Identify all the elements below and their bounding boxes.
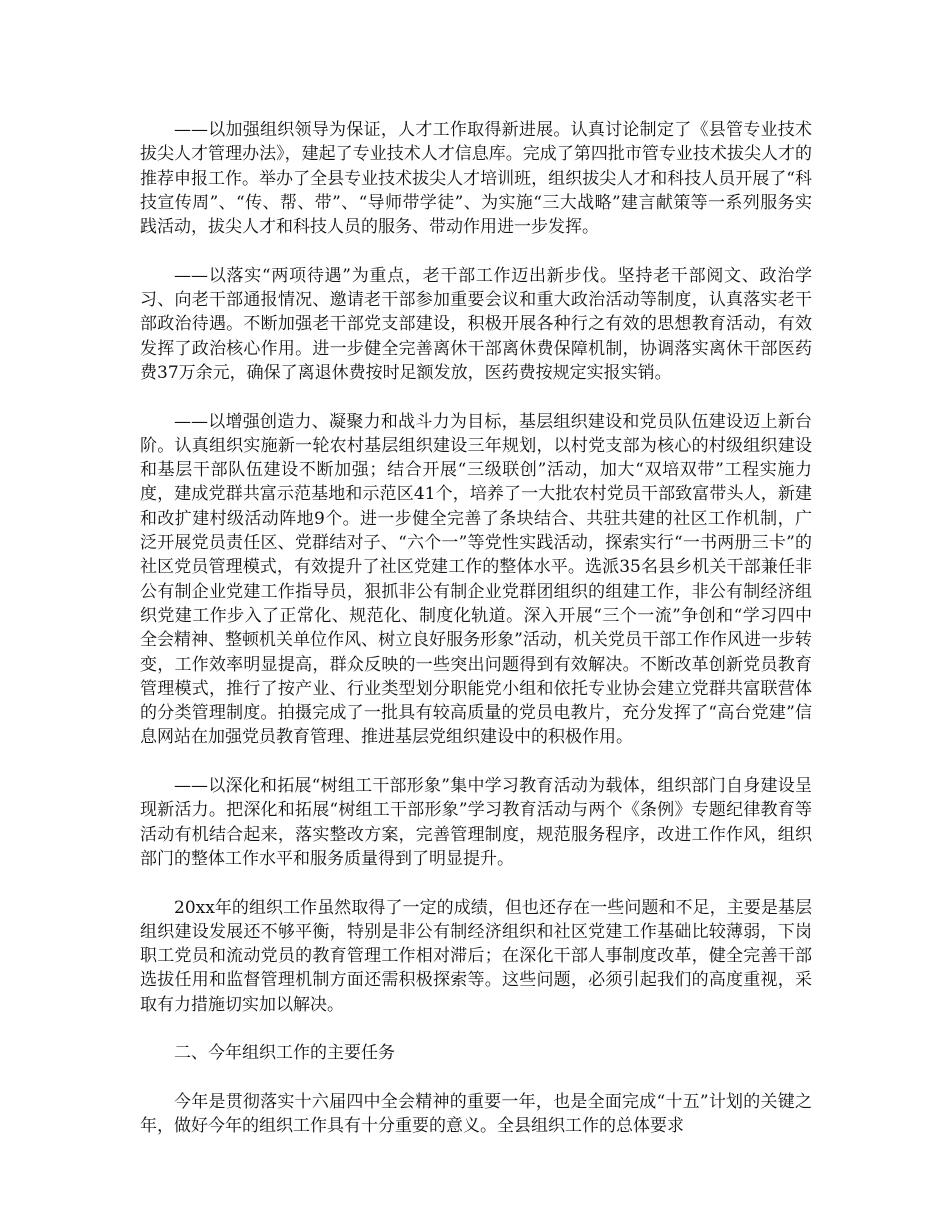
section-heading: 二、今年组织工作的主要任务	[174, 1043, 395, 1064]
paragraph-veteran-cadre-work: ——以落实“两项待遇”为重点，老干部工作迈出新步伐。坚持老干部阅文、政治学习、向老干部通报情况、邀请老干部参加重要会议和重大政治活动等制度，认真落实老干部政治待遇。不断加强老干部党支部建设，积极开展各种行之有效的思想教育活动，有效发挥了政治核心作用。进一步健全完善离休干部离休费保障机制，协调落实离休干部医药费37万余元，确保了离退休费按时足额发放，医药费按规定实报实销。	[140, 265, 812, 383]
paragraph-talent-work: ——以加强组织领导为保证，人才工作取得新进展。认真讨论制定了《县管专业技术拔尖人才管理办法》，建起了专业技术人才信息库。完成了第四批市管专业技术拔尖人才的推荐申报工作。举办了全县专业技术拔尖人才培训班，组织拔尖人才和科技人员开展了“科技宣传周”、“传、帮、带”、“导师带学徒”、为实施“三大战略”建言献策等一系列服务实践活动，拔尖人才和科技人员的服务、带动作用进一步发挥。	[140, 120, 812, 238]
paragraph-grassroots-organization: ——以增强创造力、凝聚力和战斗力为目标，基层组织建设和党员队伍建设迈上新台阶。认真组织实施新一轮农村基层组织建设三年规划，以村党支部为核心的村级组织建设和基层干部队伍建设不断加强；结合开展“三级联创”活动，加大“双培双带”工程实施力度，建成党群共富示范基地和示范区41个，培养了一大批农村党员干部致富带头人，新建和改扩建村级活动阵地9个。进一步健全完善了条块结合、共驻共建的社区工作机制，广泛开展党员责任区、党群结对子、“六个一”等党性实践活动，探索实行“一书两册三卡”的社区党员管理模式，有效提升了社区党建工作的整体水平。选派35名县乡机关干部兼任非公有制企业党建工作指导员，狠抓非公有制企业党群团组织的组建工作，非公有制经济组织党建工作步入了正常化、规范化、制度化轨道。深入开展“三个一流”争创和“学习四中全会精神、整顿机关单位作风、树立良好服务形象”活动，机关党员干部工作作风进一步转变，工作效率明显提高，群众反映的一些突出问题得到有效解决。不断改革创新党员教育管理模式，推行了按产业、行业类型划分职能党小组和依托专业协会建立党群共富联营体的分类管理制度。拍摄完成了一批具有较高质量的党员电教片，充分发挥了“高台党建”信息网站在加强党员教育管理、推进基层党组织建设中的积极作用。	[140, 411, 812, 748]
document-page	[140, 118, 812, 1138]
paragraph-problems: 20xx年的组织工作虽然取得了一定的成绩，但也还存在一些问题和不足，主要是基层组织建设发展还不够平衡，特别是非公有制经济组织和社区党建工作基础比较薄弱，下岗职工党员和流动党员的教育管理工作相对滞后；在深化干部人事制度改革，健全完善干部选拔任用和监督管理机制方面还需积极探索等。这些问题，必须引起我们的高度重视，采取有力措施切实加以解决。	[140, 897, 812, 1015]
paragraph-this-year: 今年是贯彻落实十六届四中全会精神的重要一年，也是全面完成“十五”计划的关键之年，做好今年的组织工作具有十分重要的意义。全县组织工作的总体要求	[140, 1091, 812, 1137]
paragraph-self-building: ——以深化和拓展“树组工干部形象”集中学习教育活动为载体，组织部门自身建设呈现新活力。把深化和拓展“树组工干部形象”学习教育活动与两个《条例》专题纪律教育等活动有机结合起来，落实整改方案，完善管理制度，规范服务程序，改进工作作风，组织部门的整体工作水平和服务质量得到了明显提升。	[140, 776, 812, 869]
